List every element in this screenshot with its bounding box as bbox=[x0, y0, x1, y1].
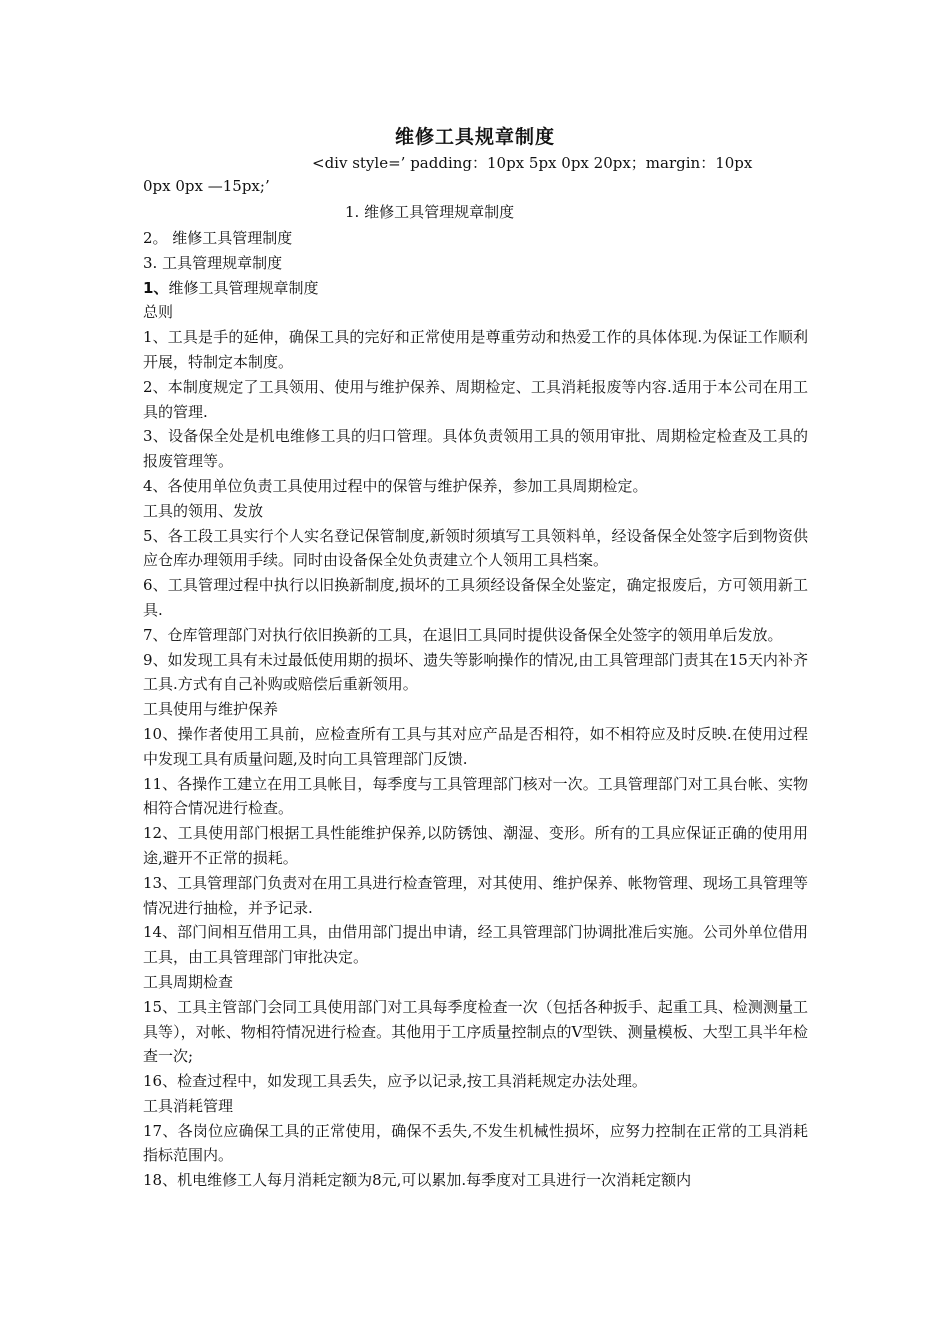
stray-code-line-2: 0px 0px —15px;’ bbox=[143, 177, 270, 195]
paragraph: 6、工具管理过程中执行以旧换新制度,损坏的工具须经设备保全处鉴定，确定报废后，方可领用新工具. bbox=[143, 576, 808, 619]
paragraph: 17、各岗位应确保工具的正常使用，确保不丢失,不发生机械性损坏，应努力控制在正常的工具消耗指标范围内。 bbox=[143, 1121, 808, 1165]
paragraph: 7、仓库管理部门对执行依旧换新的工具，在退旧工具同时提供设备保全处签字的领用单后发放。 bbox=[143, 625, 783, 644]
paragraph: 12、工具使用部门根据工具性能维护保养,以防锈蚀、潮湿、变形。所有的工具应保证正确的使用用途,避开不正常的损耗。 bbox=[143, 824, 808, 867]
document-title: 维修工具规章制度 bbox=[394, 126, 555, 148]
section-title: 维修工具管理规章制度 bbox=[168, 278, 319, 297]
paragraph: 18、机电维修工人每月消耗定额为8元,可以累加.每季度对工具进行一次消耗定额内 bbox=[143, 1171, 692, 1190]
paragraph: 2、本制度规定了工具领用、使用与维护保养、周期检定、工具消耗报废等内容.适用于本公司在用工具的管理. bbox=[143, 377, 808, 421]
paragraph: 16、检查过程中，如发现工具丢失，应予以记录,按工具消耗规定办法处理。 bbox=[143, 1072, 647, 1091]
paragraph: 工具的领用、发放 bbox=[143, 501, 264, 520]
paragraph: 工具使用与维护保养 bbox=[143, 700, 279, 719]
paragraph: 15、工具主管部门会同工具使用部门对工具每季度检查一次（包括各种扳手、起重工具、检测测量工具等），对帐、物相符情况进行检查。其他用于工序质量控制点的V型铁、测量模板、大型工具半年检查一次; bbox=[143, 997, 808, 1066]
stray-code-line-1: <div style=’ padding：10px 5px 0px 20px；margin：10px bbox=[312, 154, 753, 172]
toc-item-3: 3. 工具管理规章制度 bbox=[143, 253, 283, 272]
paragraph: 10、操作者使用工具前，应检查所有工具与其对应产品是否相符，如不相符应及时反映.在使用过程中发现工具有质量问题,及时向工具管理部门反馈. bbox=[143, 724, 808, 768]
toc-item-1: 1. 维修工具管理规章制度 bbox=[345, 203, 515, 221]
paragraph: 工具消耗管理 bbox=[143, 1096, 234, 1115]
paragraph: 4、各使用单位负责工具使用过程中的保管与维护保养，参加工具周期检定。 bbox=[143, 476, 648, 495]
paragraph: 5、各工段工具实行个人实名登记保管制度,新领时须填写工具领料单，经设备保全处签字后到物资供应仓库办理领用手续。同时由设备保全处负责建立个人领用工具档案。 bbox=[143, 526, 808, 570]
paragraph: 3、设备保全处是机电维修工具的归口管理。具体负责领用工具的领用审批、周期检定检查及工具的报废管理等。 bbox=[143, 427, 808, 471]
paragraph: 工具周期检查 bbox=[143, 972, 234, 991]
paragraph: 9、如发现工具有未过最低使用期的损坏、遗失等影响操作的情况,由工具管理部门责其在15天内补齐工具.方式有自己补购或赔偿后重新领用。 bbox=[143, 650, 808, 694]
toc-item-2: 2。 维修工具管理制度 bbox=[143, 229, 293, 247]
section-number: 1、 bbox=[143, 278, 169, 297]
paragraph: 总则 bbox=[143, 303, 174, 322]
paragraph: 14、部门间相互借用工具，由借用部门提出申请，经工具管理部门协调批准后实施。公司外单位借用工具，由工具管理部门审批决定。 bbox=[143, 923, 808, 967]
paragraph: 11、各操作工建立在用工具帐目，每季度与工具管理部门核对一次。工具管理部门对工具台帐、实物相符合情况进行检查。 bbox=[143, 774, 808, 818]
paragraph: 1、工具是手的延伸，确保工具的完好和正常使用是尊重劳动和热爱工作的具体体现.为保证工作顺利开展，特制定本制度。 bbox=[143, 328, 808, 371]
paragraph: 13、工具管理部门负责对在用工具进行检查管理，对其使用、维护保养、帐物管理、现场工具管理等情况进行抽检，并予记录. bbox=[143, 873, 808, 917]
section-heading bbox=[143, 276, 808, 301]
document-body bbox=[143, 226, 808, 1193]
